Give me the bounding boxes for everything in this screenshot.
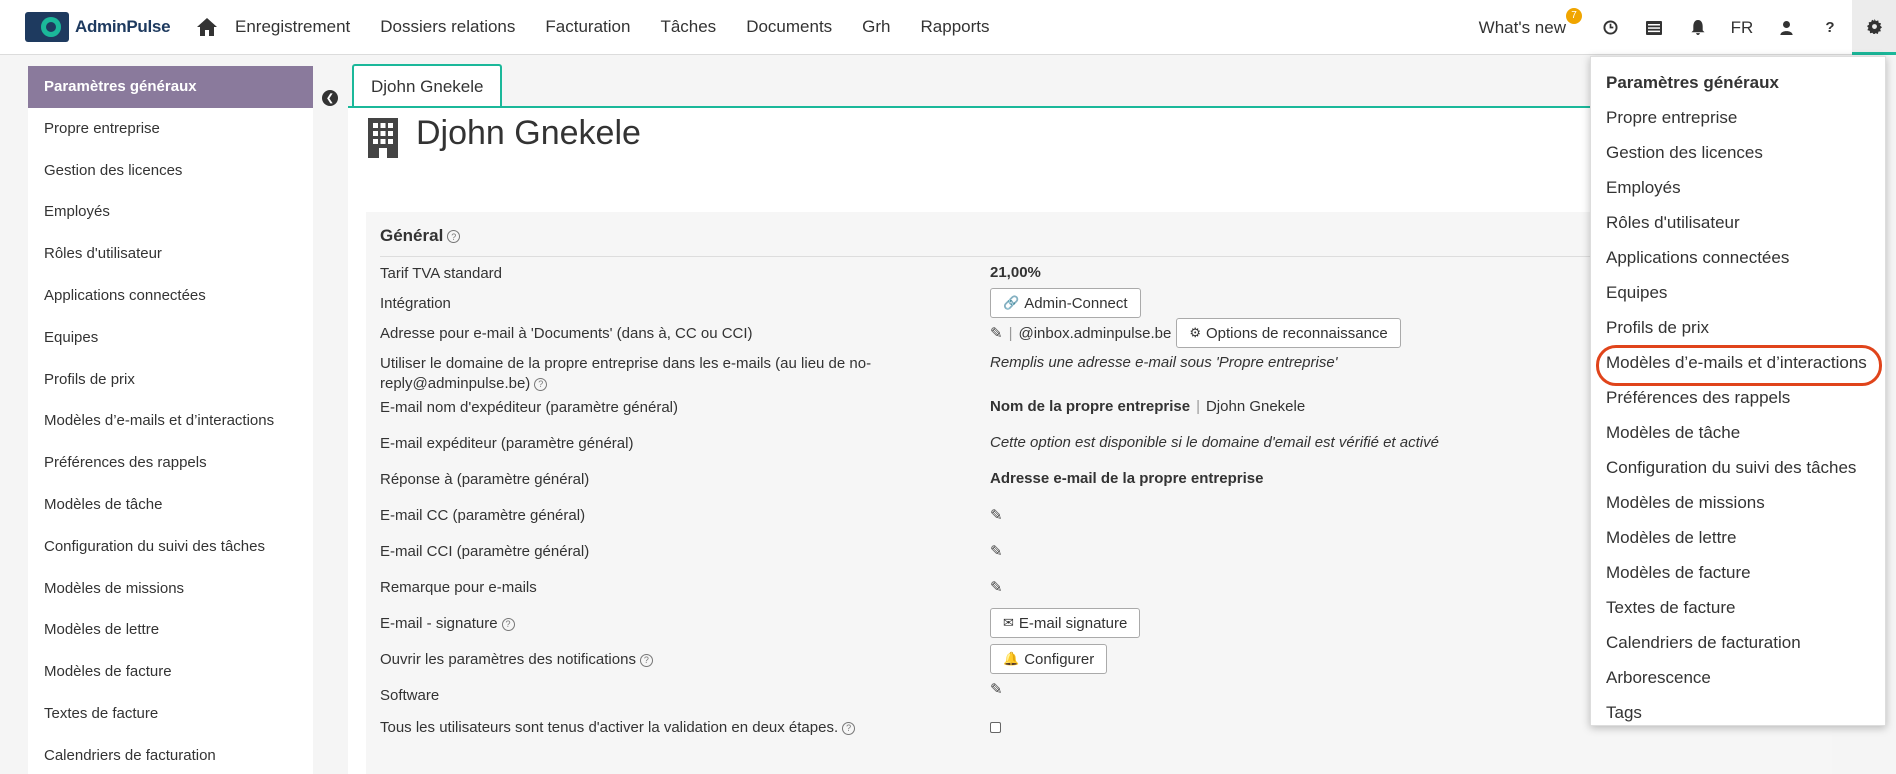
tab-djohn-gnekele[interactable]: Djohn Gnekele <box>352 64 502 107</box>
section-title <box>380 226 460 246</box>
dropdown-item-modeles-facture[interactable]: Modèles de facture <box>1606 563 1751 582</box>
sidebar-item-modeles-missions[interactable]: Modèles de missions <box>44 579 185 597</box>
help-circle-icon[interactable]: ? <box>534 378 547 391</box>
building-icon <box>366 118 400 163</box>
help-circle-icon[interactable]: ? <box>640 654 653 667</box>
nav-facturation[interactable]: Facturation <box>545 17 631 36</box>
notif-label <box>380 650 900 670</box>
top-right-tools <box>1479 0 1896 55</box>
gear-icon[interactable] <box>1852 0 1896 55</box>
sidebar-item-modeles-emails[interactable]: Modèles d’e-mails et d’interactions <box>44 412 275 430</box>
integration-value <box>990 288 1141 318</box>
notif-value <box>990 644 1107 674</box>
logo[interactable] <box>25 12 175 42</box>
sidebar-item-preferences-rappels[interactable]: Préférences des rappels <box>44 454 207 472</box>
nav-grh[interactable]: Grh <box>862 17 891 36</box>
sender-name-label: E-mail nom d'expéditeur (paramètre général) <box>380 399 679 416</box>
collapse-sidebar-icon[interactable]: ❮ <box>322 90 338 106</box>
logo-mark <box>25 12 69 42</box>
tva-label: Tarif TVA standard <box>380 265 503 282</box>
help-circle-icon[interactable]: ? <box>447 230 460 243</box>
logo-text: AdminPulse <box>75 17 171 36</box>
pencil-icon[interactable]: ✎ <box>990 579 1003 596</box>
dropdown-item-modeles-missions[interactable]: Modèles de missions <box>1606 493 1765 512</box>
docs-email-value <box>990 318 1401 348</box>
sidebar-item-modeles-facture[interactable]: Modèles de facture <box>44 663 172 681</box>
sidebar-item-applications[interactable]: Applications connectées <box>44 286 206 304</box>
pencil-icon[interactable]: ✎ <box>990 681 1003 698</box>
help-circle-icon[interactable]: ? <box>842 722 855 735</box>
signature-value <box>990 608 1140 638</box>
sidebar-item-profils-prix[interactable]: Profils de prix <box>44 370 135 388</box>
cc-label: E-mail CC (paramètre général) <box>380 507 586 524</box>
dropdown-item-calendriers[interactable]: Calendriers de facturation <box>1606 633 1801 652</box>
dropdown-item-suivi-taches[interactable]: Configuration du suivi des tâches <box>1606 458 1857 477</box>
page-title: Djohn Gnekele <box>416 114 641 152</box>
sender-name-bold: Nom de la propre entreprise <box>990 398 1191 415</box>
dropdown-header-parametres-generaux: Paramètres généraux <box>1606 73 1779 92</box>
twofa-value <box>990 722 1001 733</box>
twofa-label-text: Tous les utilisateurs sont tenus d'activer la validation en deux étapes. <box>380 719 839 736</box>
notif-label-text: Ouvrir les paramètres des notifications <box>380 651 636 668</box>
dropdown-item-gestion-licences[interactable]: Gestion des licences <box>1606 143 1763 162</box>
whats-new-label: What's new <box>1478 17 1566 37</box>
sidebar-item-equipes[interactable]: Equipes <box>44 328 99 346</box>
reply-label: Réponse à (paramètre général) <box>380 471 590 488</box>
notification-badge: 7 <box>1566 8 1582 24</box>
signature-label <box>380 614 900 634</box>
nav-dossiers-relations[interactable]: Dossiers relations <box>380 17 516 36</box>
dropdown-item-profils-prix[interactable]: Profils de prix <box>1606 318 1709 337</box>
sidebar-item-modeles-lettre[interactable]: Modèles de lettre <box>44 621 160 639</box>
bell-icon[interactable] <box>1676 0 1720 55</box>
main-nav <box>235 17 1020 37</box>
sender-name-text: Djohn Gnekele <box>1205 398 1306 415</box>
clock-icon[interactable] <box>1588 0 1632 55</box>
gear-icon-small: ⚙ <box>1189 325 1201 340</box>
cci-value <box>990 542 1003 560</box>
sender-label: E-mail expéditeur (paramètre général) <box>380 435 634 452</box>
tva-value: 21,00% <box>990 264 1041 281</box>
signature-label-text: E-mail - signature <box>380 615 498 632</box>
recognition-options-label: Options de reconnaissance <box>1205 324 1388 342</box>
dropdown-item-propre-entreprise[interactable]: Propre entreprise <box>1606 108 1738 127</box>
docs-email-domain: @inbox.adminpulse.be <box>1018 324 1172 342</box>
admin-connect-button[interactable] <box>990 288 1141 318</box>
dropdown-item-arborescence[interactable]: Arborescence <box>1606 668 1711 687</box>
help-icon[interactable]: ? <box>1825 19 1835 36</box>
dropdown-item-equipes[interactable]: Equipes <box>1606 283 1668 302</box>
twofa-label <box>380 718 980 738</box>
domain-label <box>380 354 900 394</box>
sidebar-item-roles[interactable]: Rôles d'utilisateur <box>44 245 162 263</box>
nav-taches[interactable]: Tâches <box>660 17 717 36</box>
email-signature-button[interactable] <box>990 608 1140 638</box>
sidebar-item-parametres-generaux[interactable]: Paramètres généraux <box>28 66 313 108</box>
admin-connect-label: Admin-Connect <box>1024 294 1128 312</box>
home-icon[interactable] <box>195 15 219 39</box>
software-value <box>990 680 1003 698</box>
configure-button[interactable] <box>990 644 1107 674</box>
sidebar-item-calendriers[interactable]: Calendriers de facturation <box>44 746 216 764</box>
nav-rapports[interactable]: Rapports <box>920 17 990 36</box>
language-selector[interactable]: FR <box>1730 17 1754 37</box>
settings-sidebar <box>28 66 313 774</box>
configure-label: Configurer <box>1024 650 1095 668</box>
whats-new-link[interactable] <box>1478 10 1577 38</box>
envelope-icon: ✉ <box>1003 615 1014 630</box>
software-label: Software <box>380 687 440 704</box>
pencil-icon[interactable]: ✎ <box>990 325 1003 342</box>
pencil-icon[interactable]: ✎ <box>990 507 1003 524</box>
reply-value: Adresse e-mail de la propre entreprise <box>990 470 1264 487</box>
bell-icon-small: 🔔 <box>1003 651 1020 666</box>
sender-name-value <box>990 398 1305 415</box>
sidebar-item-propre-entreprise[interactable]: Propre entreprise <box>44 119 160 137</box>
link-icon: 🔗 <box>1003 295 1020 310</box>
section-title-text: Général <box>380 226 444 245</box>
help-circle-icon[interactable]: ? <box>502 618 515 631</box>
sidebar-item-gestion-licences[interactable]: Gestion des licences <box>44 161 183 179</box>
dropdown-item-tags[interactable]: Tags <box>1606 703 1642 722</box>
integration-label: Intégration <box>380 295 451 312</box>
settings-dropdown <box>1590 56 1886 726</box>
sidebar-item-employes[interactable]: Employés <box>44 203 110 221</box>
sidebar-item-modeles-tache[interactable]: Modèles de tâche <box>44 495 163 513</box>
sidebar-item-textes-facture[interactable]: Textes de facture <box>44 704 159 722</box>
nav-enregistrement[interactable]: Enregistrement <box>235 17 351 36</box>
separator: | <box>1196 398 1200 415</box>
dropdown-item-employes[interactable]: Employés <box>1606 178 1681 197</box>
dropdown-item-modeles-emails[interactable]: Modèles d’e-mails et d’interactions <box>1591 345 1885 380</box>
email-signature-label: E-mail signature <box>1018 614 1128 632</box>
docs-email-label: Adresse pour e-mail à 'Documents' (dans à, CC ou CCI) <box>380 325 753 342</box>
pencil-icon[interactable]: ✎ <box>990 543 1003 560</box>
remark-value <box>990 578 1003 596</box>
dropdown-item-applications[interactable]: Applications connectées <box>1606 248 1790 267</box>
dropdown-item-roles[interactable]: Rôles d'utilisateur <box>1606 213 1740 232</box>
user-icon[interactable] <box>1764 0 1808 55</box>
cc-value <box>990 506 1003 524</box>
recognition-options-button[interactable] <box>1176 318 1400 348</box>
sidebar-item-suivi-taches[interactable]: Configuration du suivi des tâches <box>44 537 265 555</box>
remark-label: Remarque pour e-mails <box>380 579 537 596</box>
dropdown-item-modeles-tache[interactable]: Modèles de tâche <box>1606 423 1741 442</box>
dropdown-item-modeles-lettre[interactable]: Modèles de lettre <box>1606 528 1737 547</box>
separator: | <box>1008 324 1013 342</box>
twofa-checkbox[interactable] <box>990 722 1001 733</box>
dropdown-item-textes-facture[interactable]: Textes de facture <box>1606 598 1736 617</box>
domain-label-text: Utiliser le domaine de la propre entreprise dans les e-mails (au lieu de no-reply@adminpulse.be) <box>380 355 872 392</box>
dropdown-item-preferences-rappels[interactable]: Préférences des rappels <box>1606 388 1791 407</box>
domain-value: Remplis une adresse e-mail sous 'Propre entreprise' <box>990 354 1338 371</box>
sender-value: Cette option est disponible si le domaine d'email est vérifié et activé <box>990 434 1439 451</box>
nav-documents[interactable]: Documents <box>746 17 833 36</box>
cci-label: E-mail CCI (paramètre général) <box>380 543 590 560</box>
list-icon[interactable] <box>1632 0 1676 55</box>
top-navbar <box>0 0 1896 55</box>
